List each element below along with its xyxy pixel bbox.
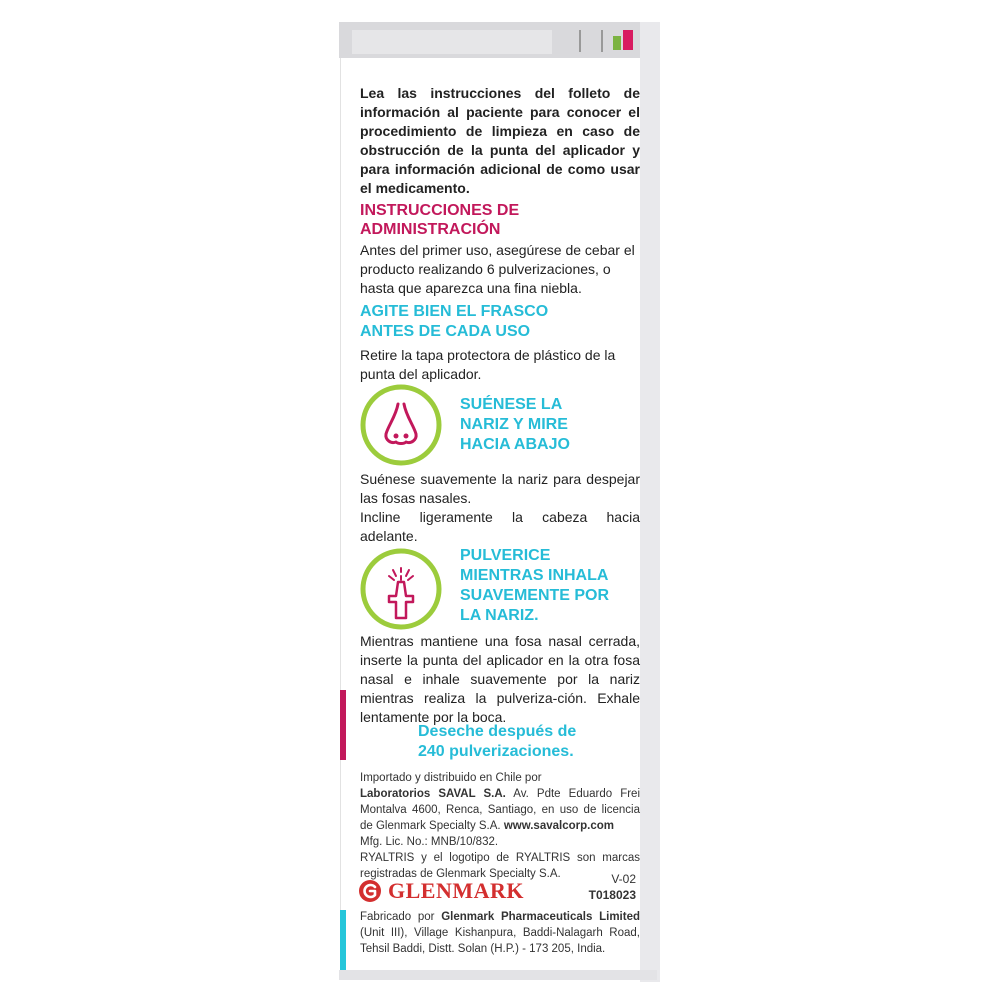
discard-note [418, 722, 638, 762]
importer-address-text: Av. Pdte Eduardo Frei Montalva 4600, Renca, Santiago, en uso de licencia de Glenmark Specialty S.A. [360, 788, 640, 832]
remove-cap-text: Retire la tapa protectora de plástico de la punta del aplicador. [360, 347, 616, 382]
step1-text-line2: Incline ligeramente la cabeza hacia adelante. [360, 509, 640, 544]
manufacturer-prefix: Fabricado por [360, 911, 442, 923]
box-top-print [573, 26, 643, 56]
nose-icon [358, 382, 444, 468]
step1-title-line2: NARIZ Y MIRE [460, 416, 568, 433]
importer-info [360, 770, 640, 882]
admin-heading-line1: INSTRUCCIONES DE [360, 202, 520, 219]
mfg-license: Mfg. Lic. No.: MNB/10/832. [360, 836, 499, 848]
step2-text: Mientras mantiene una fosa nasal cerrada, inserte la punta del aplicador en la otra fosa nasal e inhale suavemente por la nariz mientras realiza la pulveriza-ción. Exhale lentamente por la boca. [360, 633, 640, 725]
discard-line2: 240 pulverizaciones. [418, 743, 574, 760]
step1-text-line1: Suénese suavemente la nariz para despejar las fosas nasales. [360, 471, 640, 506]
step2-title-line1: PULVERICE [460, 547, 551, 564]
box-top-inner [352, 30, 552, 54]
manufacturer-address: (Unit III), Village Kishanpura, Baddi-Nalagarh Road, Tehsil Baddi, Distt. Solan (H.P.) - 173 205, India. [360, 927, 640, 955]
glenmark-logo-text: GLENMARK [388, 878, 524, 903]
step1-text [360, 470, 640, 546]
box-side-edge [640, 22, 660, 982]
nasal-spray-icon [358, 546, 444, 632]
shake-heading-line2: ANTES DE CADA USO [360, 323, 531, 340]
step2-title-line2: MIENTRAS INHALA [460, 567, 609, 584]
leaflet-instructions-text: Lea las instrucciones del folleto de información al paciente para conocer el procedimiento de limpieza en caso de obstrucción de la punta del aplicador y para información adicional de como usar el medicamento. [360, 85, 640, 196]
step1-title-line3: HACIA ABAJO [460, 436, 570, 453]
manufacturer-name: Glenmark Pharmaceuticals Limited [441, 911, 640, 923]
admin-text: Antes del primer uso, asegúrese de cebar el producto realizando 6 pulverizaciones, o hasta que aparezca una fina niebla. [360, 242, 635, 296]
magenta-stripe [340, 690, 346, 760]
manufacturer-info [360, 909, 640, 957]
admin-heading-line2: ADMINISTRACIÓN [360, 221, 501, 238]
importer-company: Laboratorios SAVAL S.A. [360, 788, 506, 800]
cyan-stripe [340, 910, 346, 970]
box-bottom-edge [339, 970, 657, 980]
importer-address [360, 786, 640, 834]
shake-heading-line1: AGITE BIEN EL FRASCO [360, 303, 549, 320]
admin-heading [360, 201, 640, 239]
step2-title-line4: LA NARIZ. [460, 607, 539, 624]
step1-title [460, 395, 640, 455]
glenmark-logo [358, 878, 524, 904]
version-label: V-02 [611, 872, 636, 886]
step1-title-line1: SUÉNESE LA [460, 396, 563, 413]
step2-title-line3: SUAVEMENTE POR [460, 587, 610, 604]
shake-heading [360, 302, 640, 342]
discard-line1: Deseche después de [418, 723, 577, 740]
glenmark-logo-icon [358, 879, 382, 903]
importer-line1: Importado y distribuido en Chile por [360, 772, 542, 784]
step2-title [460, 546, 640, 626]
product-code: T018023 [588, 888, 636, 902]
trademark-notice: RYALTRIS y el logotipo de RYALTRIS son marcas registradas de Glenmark Specialty S.A. [360, 852, 640, 880]
importer-website: www.savalcorp.com [503, 820, 614, 832]
